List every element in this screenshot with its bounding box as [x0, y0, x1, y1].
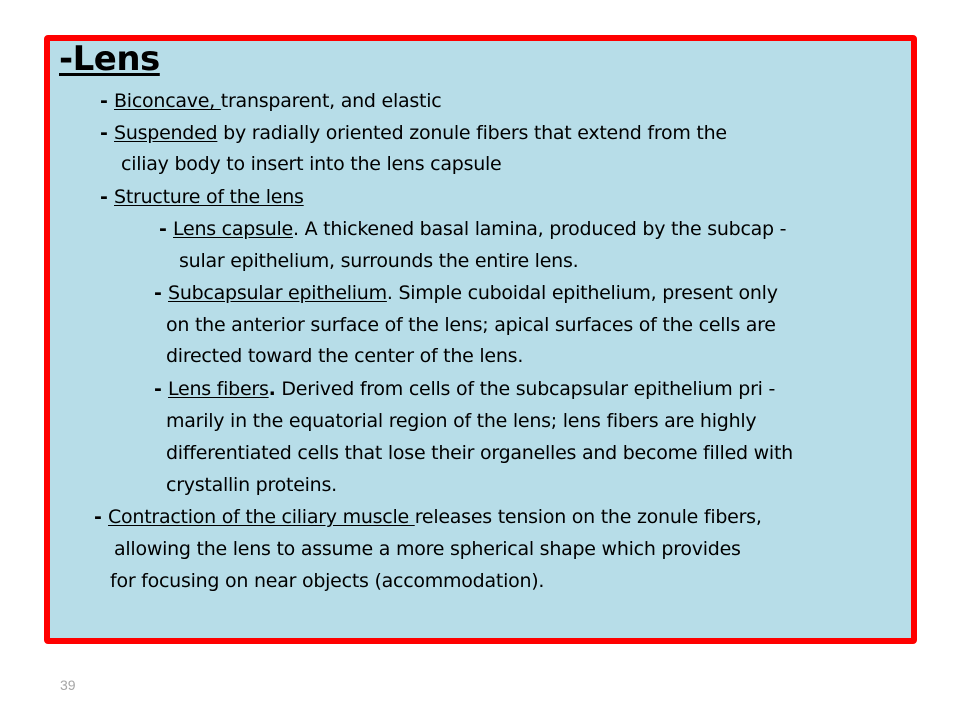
bullet-text: . A thickened basal lamina, produced by the subcap - — [293, 218, 787, 240]
bullet-text: releases tension on the zonule fibers, — [414, 506, 762, 528]
term-subcapsular-epithelium: Subcapsular epithelium — [168, 282, 387, 304]
sub-bullet-lens-fibers-cont1: marily in the equatorial region of the lens; lens fibers are highly — [166, 410, 757, 432]
term-lens-capsule: Lens capsule — [173, 218, 293, 240]
bullet-prefix: - — [100, 122, 115, 144]
slide-title: -Lens — [59, 39, 160, 79]
structure-heading: Structure of the lens — [114, 186, 304, 208]
bullet-text: . Simple cuboidal epithelium, present only — [386, 282, 778, 304]
bullet-text: by radially oriented zonule fibers that extend from the — [217, 122, 727, 144]
bullet-suspended-cont: ciliay body to insert into the lens capsule — [121, 153, 502, 175]
sub-bullet-subcapsular-cont1: on the anterior surface of the lens; apical surfaces of the cells are — [166, 314, 776, 336]
bullet-prefix: - — [100, 186, 115, 208]
term-biconcave: Biconcave, — [114, 90, 221, 112]
sub-bullet-subcapsular-cont2: directed toward the center of the lens. — [166, 345, 524, 367]
sub-bullet-lens-fibers-cont2: differentiated cells that lose their organelles and become filled with — [166, 442, 793, 464]
bullet-contraction — [94, 504, 762, 530]
bullet-biconcave — [100, 88, 441, 114]
bullet-text: transparent, and elastic — [220, 90, 442, 112]
sub-bullet-subcapsular — [154, 280, 778, 306]
bullet-prefix: - — [154, 378, 169, 400]
sub-bullet-lens-fibers — [154, 376, 775, 402]
sub-bullet-lens-capsule — [159, 216, 786, 242]
bullet-text: Derived from cells of the subcapsular epithelium pri - — [275, 378, 776, 400]
bullet-prefix: - — [154, 282, 169, 304]
term-lens-fibers: Lens fibers — [168, 378, 269, 400]
sub-bullet-lens-fibers-cont3: crystallin proteins. — [166, 474, 337, 496]
structure-heading-line — [100, 184, 304, 210]
bullet-contraction-cont1: allowing the lens to assume a more spherical shape which provides — [114, 538, 741, 560]
bullet-prefix: - — [94, 506, 109, 528]
term-suspended: Suspended — [114, 122, 218, 144]
bullet-prefix: - — [159, 218, 174, 240]
page-number: 39 — [60, 677, 76, 693]
bullet-contraction-cont2: for focusing on near objects (accommodation). — [110, 570, 545, 592]
term-contraction: Contraction of the ciliary muscle — [108, 506, 415, 528]
term-dot: . — [268, 378, 276, 400]
sub-bullet-lens-capsule-cont: sular epithelium, surrounds the entire lens. — [179, 250, 579, 272]
bullet-prefix: - — [100, 90, 115, 112]
bullet-suspended — [100, 120, 727, 146]
